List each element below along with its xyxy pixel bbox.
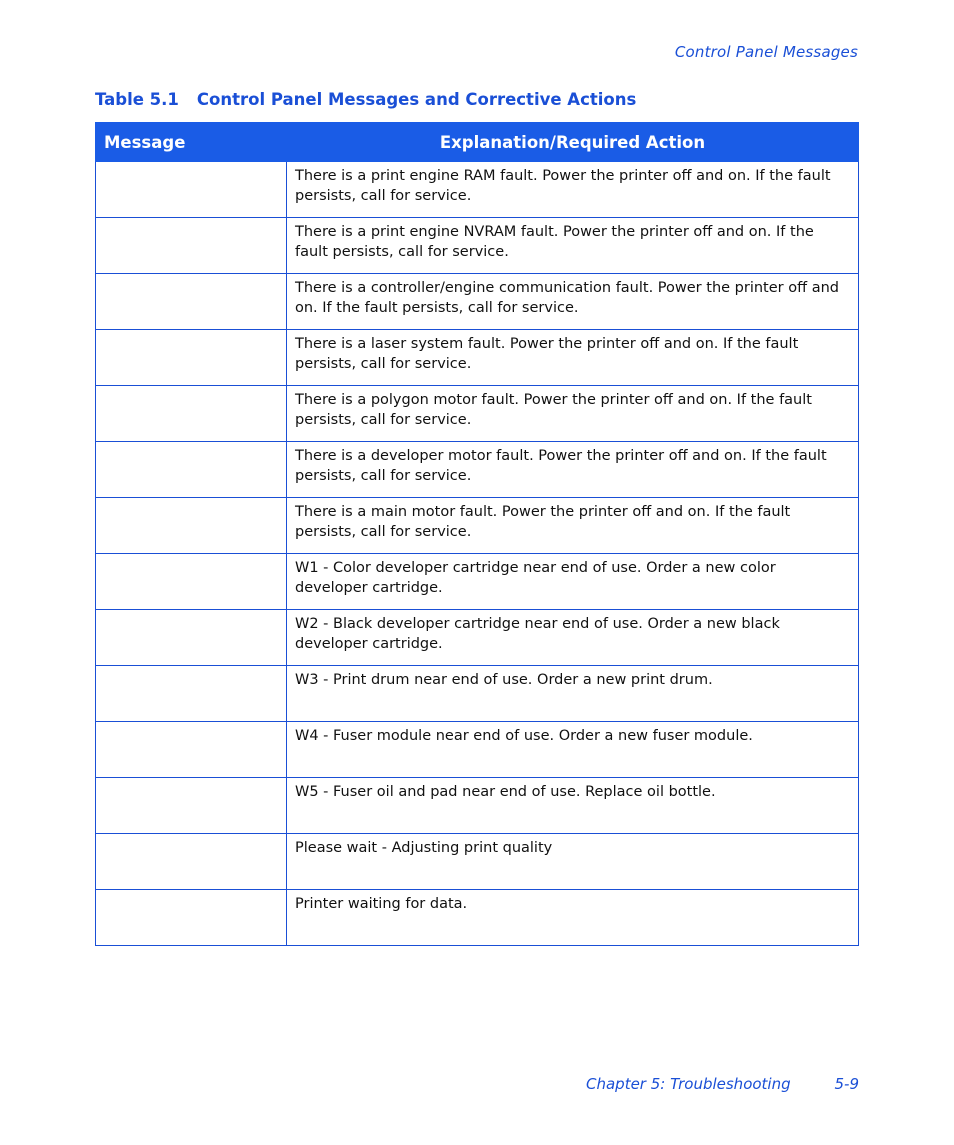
table-row [96, 330, 859, 386]
action-cell: There is a laser system fault. Power the printer off and on. If the fault persists, call for service. [287, 330, 859, 386]
action-cell: There is a controller/engine communication fault. Power the printer off and on. If the fault persists, call for service. [287, 274, 859, 330]
message-cell [96, 330, 287, 386]
running-header: Control Panel Messages [674, 43, 858, 61]
table-caption-label: Table 5.1 [95, 90, 179, 109]
action-cell: W2 - Black developer cartridge near end of use. Order a new black developer cartridge. [287, 610, 859, 666]
message-cell [96, 274, 287, 330]
table-row [96, 554, 859, 610]
message-cell [96, 442, 287, 498]
table-header-row [96, 123, 859, 162]
column-header-action: Explanation/Required Action [287, 123, 859, 162]
table-row [96, 218, 859, 274]
table-caption-title: Control Panel Messages and Corrective Actions [196, 90, 637, 109]
table-caption [95, 90, 636, 109]
message-cell [96, 834, 287, 890]
action-cell: There is a polygon motor fault. Power the printer off and on. If the fault persists, call for service. [287, 386, 859, 442]
action-cell: There is a main motor fault. Power the printer off and on. If the fault persists, call for service. [287, 498, 859, 554]
action-cell: W3 - Print drum near end of use. Order a new print drum. [287, 666, 859, 722]
message-cell [96, 722, 287, 778]
action-cell: There is a print engine NVRAM fault. Power the printer off and on. If the fault persists, call for service. [287, 218, 859, 274]
action-cell: There is a developer motor fault. Power the printer off and on. If the fault persists, call for service. [287, 442, 859, 498]
message-cell [96, 554, 287, 610]
action-cell: There is a print engine RAM fault. Power the printer off and on. If the fault persists, call for service. [287, 162, 859, 218]
message-cell [96, 162, 287, 218]
action-cell: W1 - Color developer cartridge near end of use. Order a new color developer cartridge. [287, 554, 859, 610]
table-row [96, 442, 859, 498]
message-cell [96, 890, 287, 946]
message-cell [96, 498, 287, 554]
table-row [96, 890, 859, 946]
action-cell: Please wait - Adjusting print quality [287, 834, 859, 890]
table-row [96, 498, 859, 554]
action-cell: Printer waiting for data. [287, 890, 859, 946]
message-cell [96, 386, 287, 442]
message-cell [96, 610, 287, 666]
table-row [96, 666, 859, 722]
table-row [96, 610, 859, 666]
table-row [96, 274, 859, 330]
message-cell [96, 218, 287, 274]
page-number: 5-9 [834, 1075, 859, 1093]
messages-table [95, 122, 859, 946]
table-row [96, 386, 859, 442]
table-row [96, 162, 859, 218]
message-cell [96, 666, 287, 722]
footer-chapter: Chapter 5: Troubleshooting [586, 1075, 791, 1093]
action-cell: W5 - Fuser oil and pad near end of use. Replace oil bottle. [287, 778, 859, 834]
table-row [96, 778, 859, 834]
message-cell [96, 778, 287, 834]
column-header-message: Message [96, 123, 287, 162]
table-row [96, 834, 859, 890]
action-cell: W4 - Fuser module near end of use. Order a new fuser module. [287, 722, 859, 778]
table-row [96, 722, 859, 778]
